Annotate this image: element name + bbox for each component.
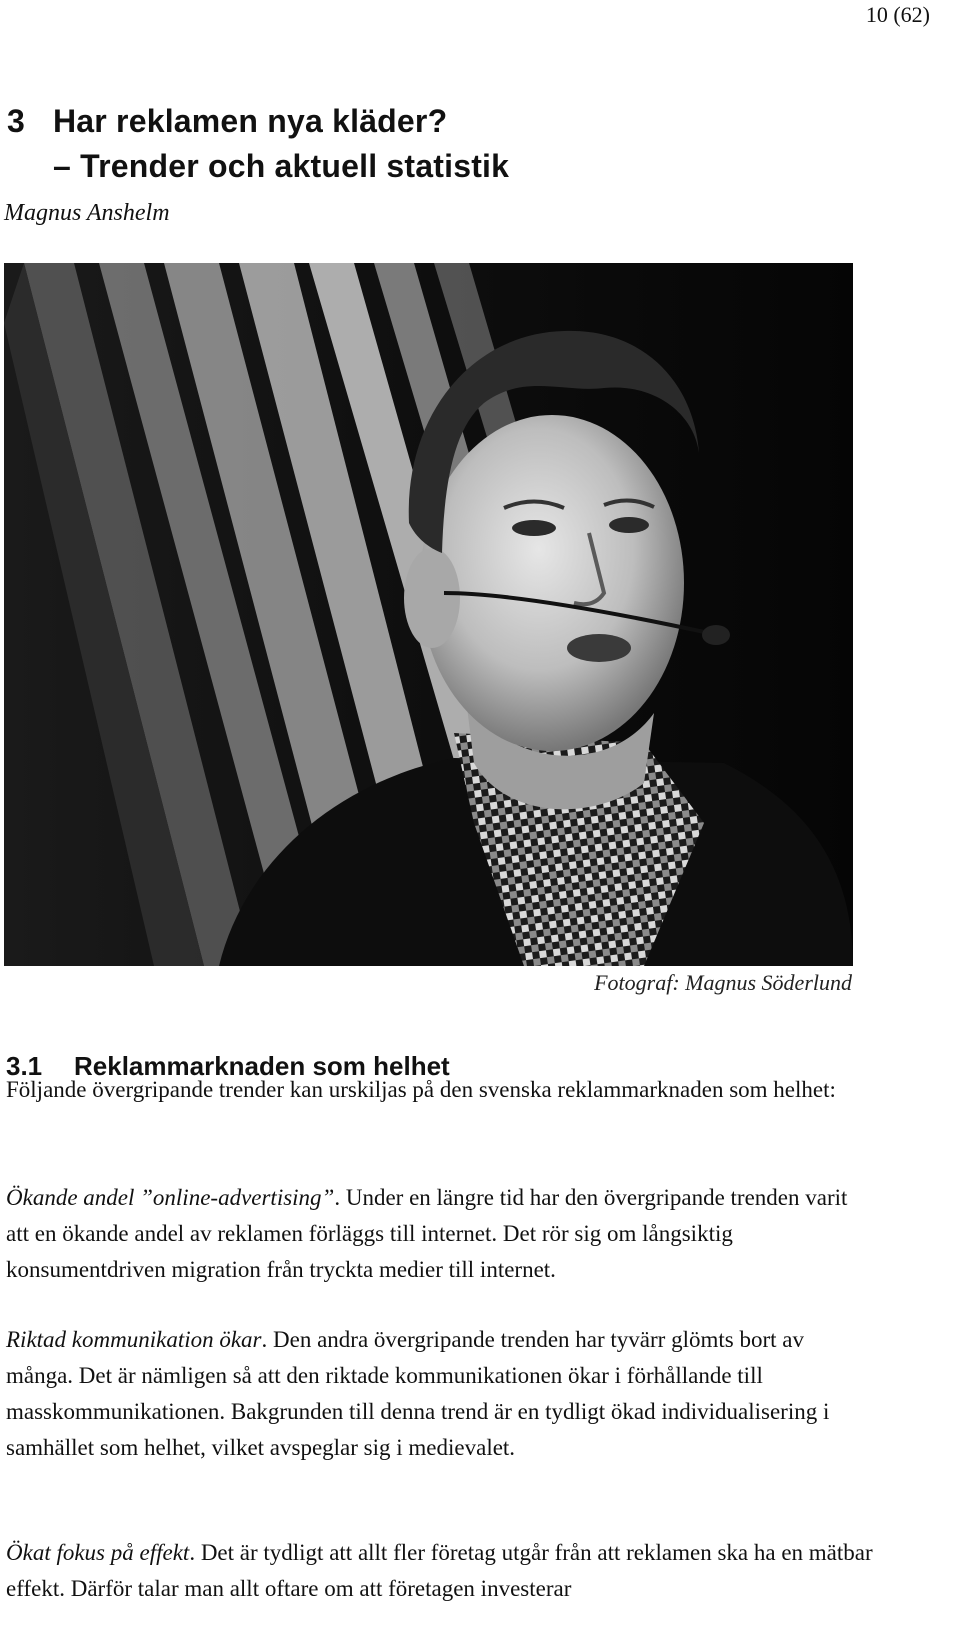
chapter-title-line1 <box>7 103 447 140</box>
speaker-photo <box>4 263 853 966</box>
page-number: 10 (62) <box>865 2 930 27</box>
intro-paragraph: Följande övergripande trender kan urskiljas på den svenska reklammarknaden som helhet: <box>6 1077 836 1102</box>
trend-lead-online: Ökande andel ”online-advertising” <box>6 1185 335 1210</box>
chapter-number: 3 <box>7 103 25 139</box>
trend-paragraph-effect <box>6 1535 876 1607</box>
chapter-author: Magnus Anshelm <box>4 200 170 226</box>
trend-lead-targeted: Riktad kommunikation ökar <box>6 1327 262 1352</box>
chapter-title: Har reklamen nya kläder? <box>53 103 448 139</box>
trend-body-online: . Under en längre tid har den övergripande trenden varit att en ökande andel av reklamen förläggs till internet. Det rör sig om långsiktig konsumentdriven migration från tryckta medier till internet. <box>6 1185 848 1282</box>
trend-paragraph-targeted <box>6 1322 876 1466</box>
trend-paragraph-online <box>6 1180 866 1288</box>
chapter-subtitle: – Trender och aktuell statistik <box>53 148 510 184</box>
section-title: Reklammarknaden som helhet <box>74 1051 450 1081</box>
trend-body-effect: . Det är tydligt att allt fler företag utgår från att reklamen ska ha en mätbar effekt. Därför talar man allt oftare om att företagen investerar <box>6 1540 873 1601</box>
trend-body-targeted: . Den andra övergripande trenden har tyvärr glömts bort av många. Det är nämligen så att den riktade kommunikationen ökar i förhållande till masskommunikationen. Bakgrunden till denna trend är en tydligt ökad individualisering i samhället som helhet, vilket avspeglar sig i medievalet. <box>6 1327 830 1460</box>
photo-caption: Fotograf: Magnus Söderlund <box>594 970 852 995</box>
trend-lead-effect: Ökat fokus på effekt <box>6 1540 190 1565</box>
section-number: 3.1 <box>6 1051 43 1081</box>
